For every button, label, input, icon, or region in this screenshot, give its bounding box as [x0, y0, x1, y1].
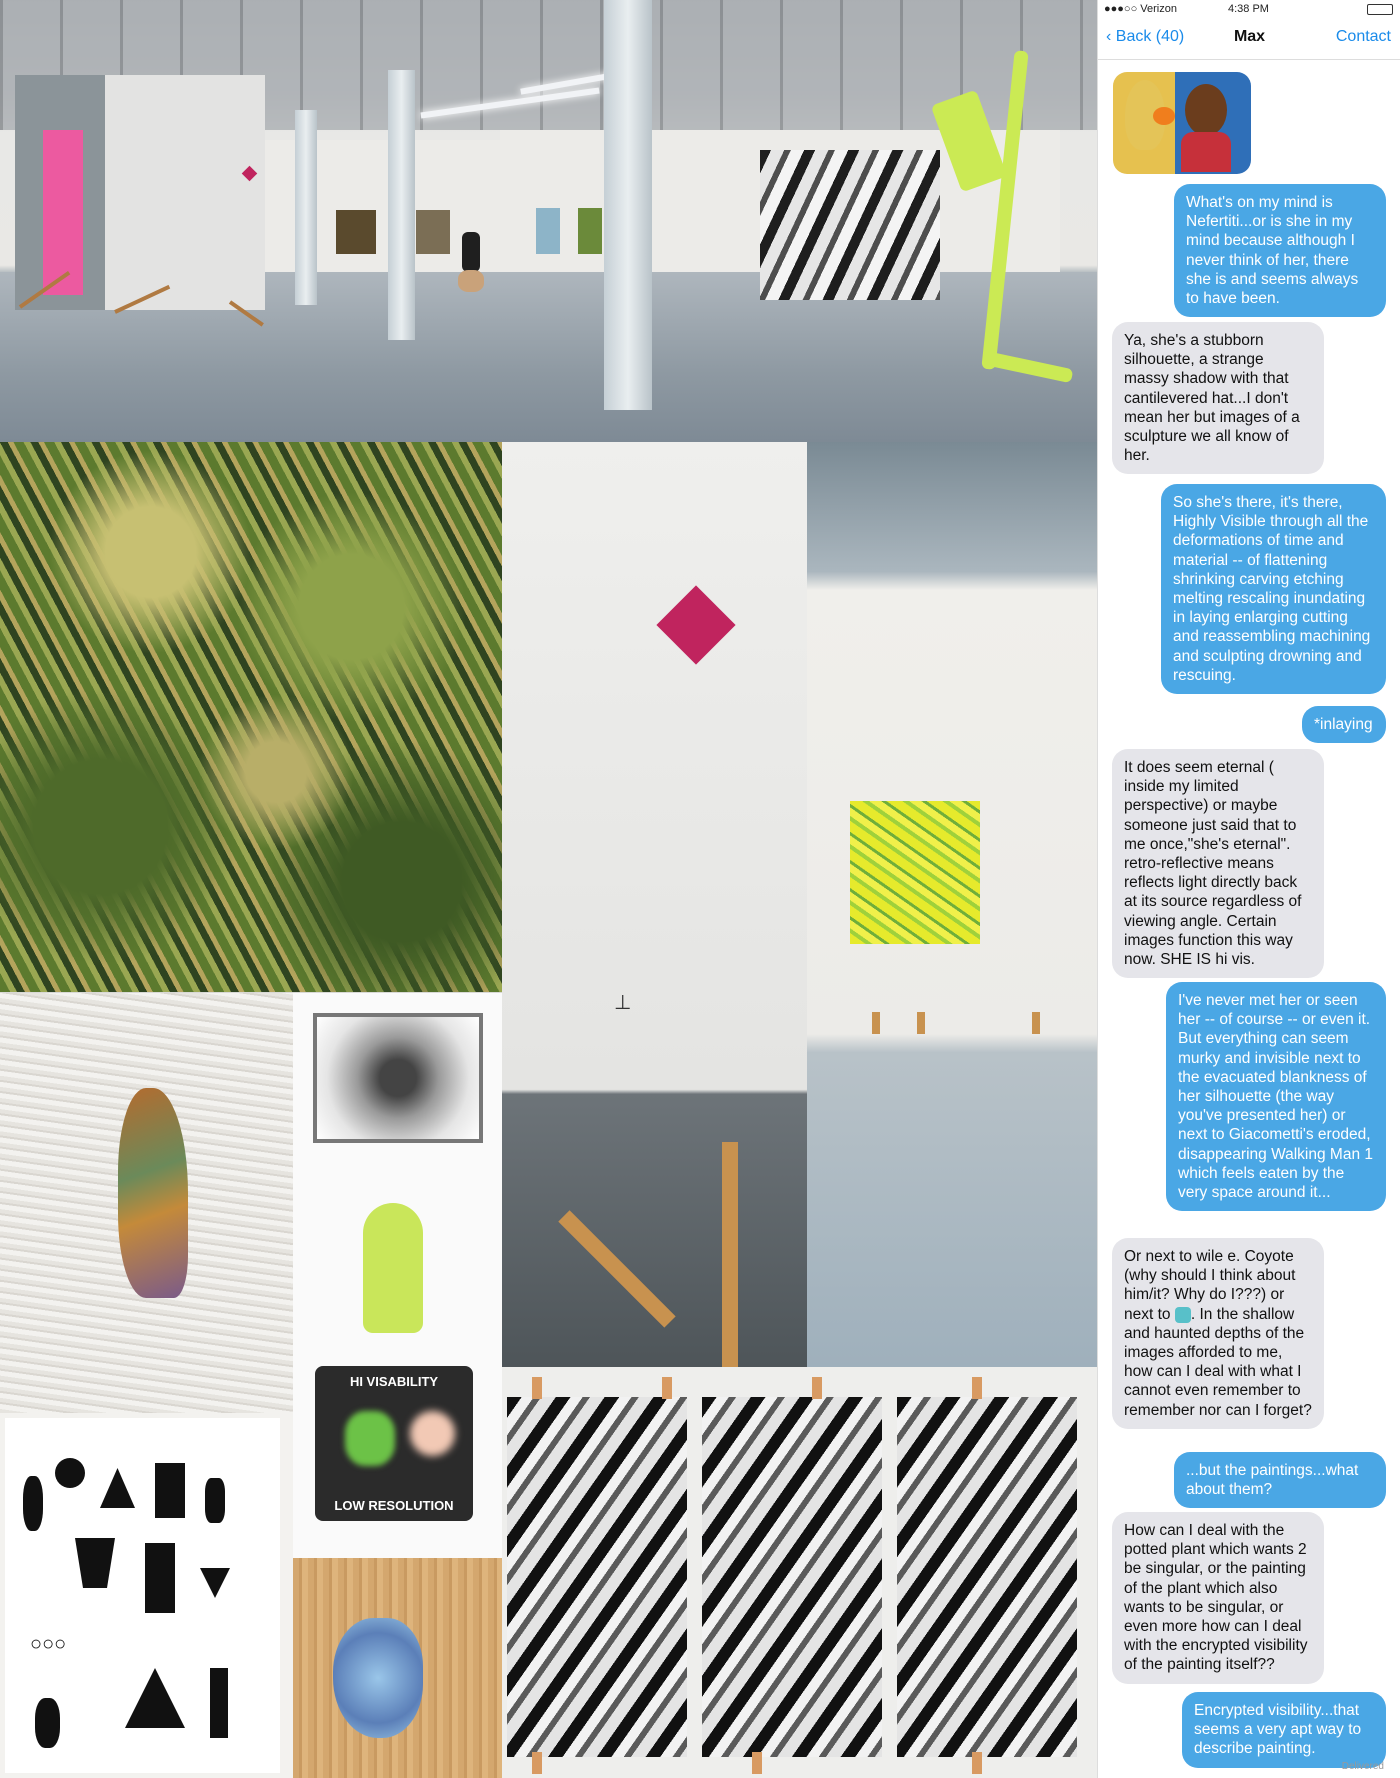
puppet-nose: [1153, 107, 1175, 125]
message-bubble-incoming[interactable]: It does seem eternal ( inside my limited perspective) or maybe someone just said that to me once,"she's eternal". retro-reflective means reflects light directly back at its source regardless of viewing angle. Certain images function this way now. SHE IS hi vis.: [1112, 749, 1324, 978]
triptych-panel-left: [507, 1397, 687, 1757]
photo-message[interactable]: [1113, 72, 1251, 174]
hivis-bottom-text: LOW RESOLUTION: [334, 1498, 454, 1513]
silhouette: [125, 1668, 185, 1728]
triptych-panel-right: [897, 1397, 1077, 1757]
wood-post: [752, 1752, 762, 1774]
silhouette: [145, 1543, 175, 1613]
wood-post: [812, 1377, 822, 1399]
carrier-label: ●●●○○ Verizon: [1104, 3, 1177, 15]
silhouette: [210, 1668, 228, 1738]
tripod-mark: ⊥: [614, 992, 632, 1014]
silhouette: [75, 1538, 115, 1588]
column: [388, 70, 415, 340]
silhouettes-sheet: [0, 1413, 293, 1778]
wood-post: [532, 1377, 542, 1399]
conversation-title: Max: [1233, 28, 1266, 45]
message-text-part-b: . In the shallow and haunted depths of the images afforded to me, how can I deal with what I cannot even remember to remember nor can I forget?: [1124, 1305, 1312, 1419]
silhouette: [55, 1458, 85, 1488]
gallery-installation-photo: [0, 0, 1097, 442]
child-face: [1185, 84, 1227, 136]
message-bubble-outgoing[interactable]: *inlaying: [1302, 706, 1386, 743]
green-textured-painting: [0, 442, 502, 992]
nefertiti-inlay-panel: [0, 993, 293, 1413]
message-bubble-incoming[interactable]: [1112, 1238, 1324, 1429]
small-painting: [578, 208, 602, 254]
column: [604, 0, 652, 410]
triptych-in-gallery: [760, 150, 940, 300]
wood-strut: [722, 1142, 738, 1367]
wood-post: [972, 1377, 982, 1399]
sculpture-base: [458, 270, 484, 292]
blurred-statue-of-liberty-image: [313, 1013, 483, 1143]
wood-strut: [558, 1210, 675, 1327]
nefertiti-silhouette-inlay: [118, 1088, 188, 1298]
green-walking-figure: [363, 1203, 423, 1333]
olympic-rings-silhouette: ○○○: [30, 1633, 67, 1655]
wood-post: [917, 1012, 925, 1034]
blue-creature-inlay: [333, 1618, 423, 1738]
wood-post: [662, 1377, 672, 1399]
black-sculpture: [462, 232, 480, 272]
silhouette: [35, 1698, 60, 1748]
child-shirt: [1181, 132, 1231, 172]
message-bubble-outgoing[interactable]: What's on my mind is Nefertiti...or is she in my mind because although I never think of her, there she is and seems always to have been.: [1174, 184, 1386, 317]
hivis-top-text: HI VISABILITY: [349, 1374, 439, 1389]
yellow-painting: [850, 801, 980, 944]
silhouette: [23, 1476, 43, 1531]
hi-vis-image: [315, 1366, 473, 1521]
image-stack: [293, 993, 502, 1558]
chevron-left-icon: ‹: [1106, 28, 1116, 45]
magenta-diamond: [656, 585, 735, 664]
delivered-label: Delivered: [1341, 1761, 1384, 1772]
green-blob: [345, 1411, 395, 1466]
status-time: 4:38 PM: [1228, 3, 1269, 15]
gallery-yellow-painting-photo: [807, 442, 1097, 1367]
message-bubble-incoming[interactable]: Ya, she's a stubborn silhouette, a strange massy shadow with that cantilevered hat...I don't mean her but images of a sculpture we all know of her.: [1112, 322, 1324, 474]
silhouette: [155, 1463, 185, 1518]
wood-post: [872, 1012, 880, 1034]
triptych-panel-center: [702, 1397, 882, 1757]
message-bubble-outgoing[interactable]: ...but the paintings...what about them?: [1174, 1452, 1386, 1508]
silhouette: [100, 1468, 135, 1508]
wood-post: [972, 1752, 982, 1774]
status-bar: [1098, 0, 1400, 20]
small-painting: [336, 210, 376, 254]
back-label: Back (40): [1115, 28, 1185, 45]
message-bubble-outgoing[interactable]: I've never met her or seen her -- of course -- or even it. But everything can seem murky and invisible next to the evacuated blankness of her silhouette (the way you've presented her) or next to Giacometti's eroded, disappearing Walking Man 1 which feels eaten by the very space around it...: [1166, 982, 1386, 1211]
message-bubble-incoming[interactable]: How can I deal with the potted plant which wants 2 be singular, or the painting of the plant which also wants to be singular, or even more how can I deal with the encrypted visibility of the painting itself??: [1112, 1512, 1324, 1684]
small-painting: [416, 210, 450, 254]
face-blob: [410, 1411, 455, 1456]
silhouette: [205, 1478, 225, 1523]
message-bubble-outgoing[interactable]: Encrypted visibility...that seems a very apt way to describe painting.: [1182, 1692, 1386, 1768]
message-text-part-a: Or next to wile e. Coyote (why should I think about him/it? Why do I???) or next to: [1124, 1248, 1296, 1323]
wood-inlay-creature-panel: [293, 1558, 502, 1778]
emoji-icon: [1175, 1307, 1191, 1323]
message-bubble-outgoing[interactable]: So she's there, it's there, Highly Visible through all the deformations of time and material -- of flattening shrinking carving etching melting rescaling inundating in laying enlarging cutting and reassembling machining and sculpting drowning and rescuing.: [1161, 484, 1386, 694]
pink-door: [43, 130, 83, 295]
small-painting: [536, 208, 560, 254]
wood-post: [1032, 1012, 1040, 1034]
wood-post: [532, 1752, 542, 1774]
imessage-screen: [1097, 0, 1400, 1778]
paper-sheet: [5, 1418, 280, 1773]
column: [295, 110, 317, 305]
silhouette: [200, 1568, 230, 1598]
wall-closeup-photo: [502, 442, 807, 1367]
contact-button[interactable]: Contact: [1335, 28, 1391, 45]
battery-icon: [1367, 4, 1393, 15]
nav-bar: [1098, 20, 1400, 60]
black-white-triptych-photo: [502, 1367, 1097, 1778]
